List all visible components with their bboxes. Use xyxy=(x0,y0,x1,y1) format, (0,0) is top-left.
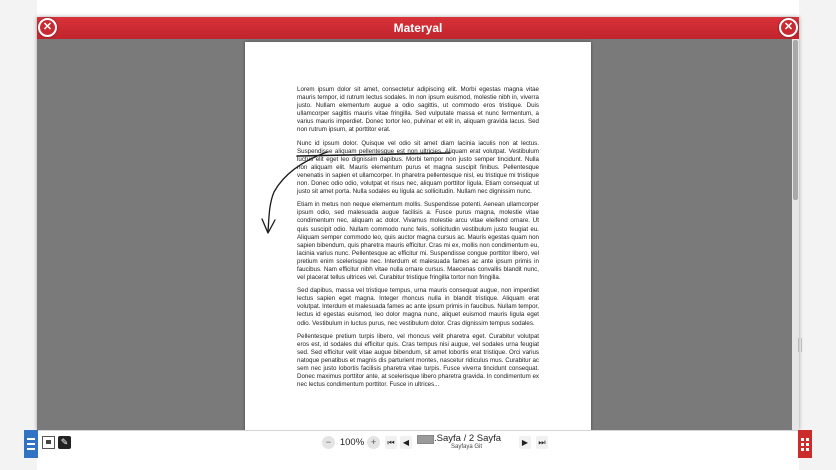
menu-icon[interactable] xyxy=(24,430,38,458)
scrollbar-thumb[interactable] xyxy=(793,40,798,200)
zoom-out-button[interactable]: − xyxy=(322,436,335,449)
document-viewport[interactable] xyxy=(37,39,792,430)
paragraph: Lorem ipsum dolor sit amet, consectetur adipiscing elit. Morbi egestas magna vitae mauris tempor, id rutrum lectus sodales. In non ipsum euismod, molestie nibh in, viverra justo. Nullam elementum augue a odio sagittis, ut commodo eros tristique. Duis ullamcorper sagittis mauris vitae fringilla. Sed vulputate massa et nunc fermentum, a varius mauris imperdiet. Donec tortor leo, pulvinar et elit in, aliquam gravida lacus. Sed non rutrum ipsum, at porttitor erat. xyxy=(297,86,539,134)
paragraph: Etiam in metus non neque elementum mollis. Suspendisse potenti. Aenean ullamcorper ipsum odio, sed malesuada augue facilisis a. Fusce purus magna, molestie vitae condimentum nec, aliquam ac dolor. Vivamus molestie arcu vitae eleifend ornare. Ut quis suscipit odio. Nullam commodo nunc felis, sollicitudin vestibulum justo feugiat eu. Aliquam semper commodo leo, quis auctor magna cursus ac. Mauris egestas quam non sapien bibendum, quis pharetra mauris efficitur. Cras mi ex, mollis non condimentum eu, lacinia varius nunc. Pellentesque ac efficitur mi. Suspendisse congue porttitor libero, vel pretium enim scelerisque nec. Interdum et malesuada fames ac ante ipsum primis in faucibus. Nam efficitur nibh vitae nulla ornare cursus. Maecenas convallis blandit nunc, vel placerat tellus ultrices vel. Curabitur tristique fringilla tortor non fringilla. xyxy=(297,201,539,282)
dialog-header xyxy=(37,17,799,39)
zoom-in-button[interactable]: + xyxy=(367,436,380,449)
grid-icon[interactable] xyxy=(798,430,812,458)
previous-page-button[interactable]: ◀ xyxy=(400,436,412,449)
page-number-input[interactable] xyxy=(417,435,434,444)
vertical-scrollbar[interactable] xyxy=(792,39,799,430)
viewer-toolbar xyxy=(37,430,799,454)
first-page-button[interactable]: ⏮ xyxy=(385,436,397,449)
dialog-title: Materyal xyxy=(393,21,443,35)
next-page-button[interactable]: ▶ xyxy=(519,436,531,449)
left-side-strip xyxy=(0,0,37,470)
goto-page-link[interactable]: Sayfaya Git xyxy=(451,444,483,450)
close-icon[interactable]: ✕ xyxy=(38,18,57,37)
paragraph: Nunc id ipsum dolor. Quisque vel odio sit amet diam lacinia iaculis non at lectus. Suspendisse aliquam pellentesque est non ultricies. Aliquam erat volutpat. Vestibulum luctus elit eget leo dignissim dapibus. Morbi tempor non justo semper tincidunt. Nulla non aliquam elit. Mauris elementum purus et magna suscipit finibus. Pellentesque venenatis in sapien et ullamcorper. In pharetra pellentesque nisl, eu tristique mi tristique non. Donec odio odio, volutpat et risus nec, aliquam porttitor ligula. Etiam consequat ut justo sit amet porta. Nulla sodales eu ligula ac sollicitudin. Nullam nec dignissim nunc. xyxy=(297,139,539,196)
zoom-level: 100% xyxy=(339,437,365,448)
paragraph: Sed dapibus, massa vel tristique tempus, urna mauris consequat augue, non imperdiet lectus sapien eget magna. Integer rhoncus nulla in blandit tristique. Aliquam erat volutpat. Interdum et malesuada fames ac ante ipsum primis in faucibus. Nullam tempor, lectus id egestas euismod, leo dolor magna nunc, aliquet euismod mauris ligula eget odio. Vestibulum in luctus purus, nec vestibulum dolor. Cras dignissim tempus sodales. xyxy=(297,287,539,327)
paragraph: Pellentesque pretium turpis libero, vel rhoncus velit pharetra eget. Curabitur volutpat eros est, id sodales dui efficitur quis. Cras tempus nisi augue, vel sodales urna feugiat sed. Sed efficitur velit vitae augue bibendum, sit amet lobortis erat tristique. Orci varius natoque penatibus et magnis dis parturient montes, nascetur ridiculus mus. Curabitur ac sem nec justo lobortis facilisis pharetra vitae turpis. Fusce viverra tincidunt consequat. Donec maximus porttitor ante, at scelerisque libero pharetra gravida. In condimentum ex nec lectus condimentum porttitor. Fusce in ultrices... xyxy=(297,332,539,389)
arrow-head-stroke xyxy=(262,219,275,233)
page-text-block xyxy=(297,86,539,394)
last-page-button[interactable]: ⏭ xyxy=(536,436,548,449)
right-side-strip xyxy=(799,0,836,470)
material-viewer-dialog xyxy=(37,17,799,430)
document-page xyxy=(245,42,591,430)
resize-grip[interactable] xyxy=(798,338,802,352)
screen-icon[interactable] xyxy=(42,436,55,449)
pen-icon[interactable]: ✎ xyxy=(58,436,71,449)
page-indicator: .Sayfa / 2 Sayfa xyxy=(434,433,502,444)
close-icon[interactable]: ✕ xyxy=(779,18,798,37)
